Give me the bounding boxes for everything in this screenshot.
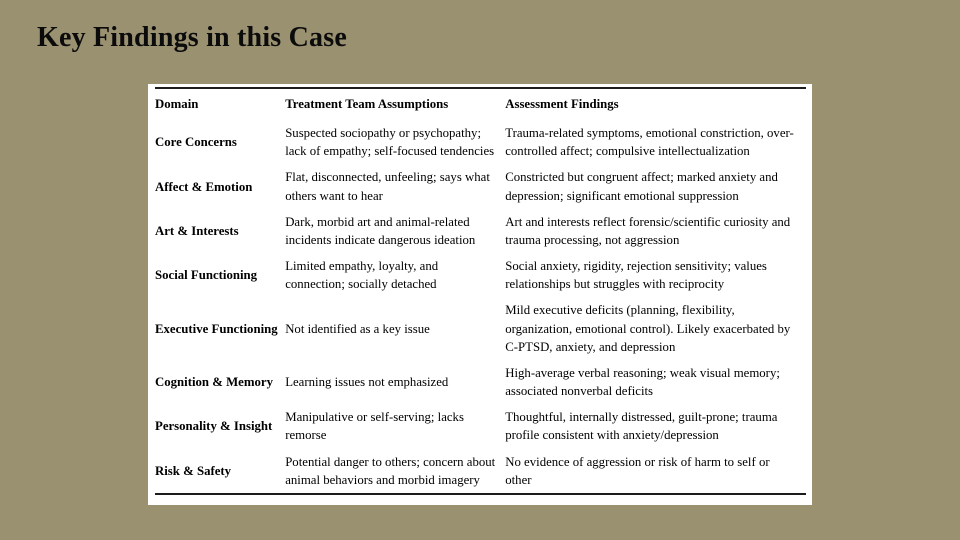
findings-cell: Constricted but congruent affect; marked anxiety and depression; significant emotional suppression	[505, 170, 778, 203]
findings-cell: High-average verbal reasoning; weak visual memory; associated nonverbal deficits	[505, 365, 780, 399]
table-card	[148, 84, 812, 505]
findings-table	[155, 87, 806, 495]
table-row	[155, 404, 806, 448]
findings-cell: Trauma-related symptoms, emotional constriction, over-controlled affect; compulsive intellectualization	[505, 126, 794, 159]
assumptions-cell: Learning issues not emphasized	[285, 374, 449, 389]
domain-cell: Core Concerns	[155, 135, 237, 150]
assumptions-cell: Limited empathy, loyalty, and connection; socially detached	[285, 259, 439, 292]
table-row	[155, 253, 806, 297]
domain-cell: Executive Functioning	[155, 321, 278, 336]
assumptions-cell: Dark, morbid art and animal-related incidents indicate dangerous ideation	[285, 214, 476, 247]
table-row	[155, 449, 806, 494]
assumptions-cell: Suspected sociopathy or psychopathy; lack of empathy; self-focused tendencies	[285, 126, 495, 159]
assumptions-cell: Flat, disconnected, unfeeling; says what others want to hear	[285, 170, 490, 203]
column-header-findings: Assessment Findings	[505, 97, 619, 111]
findings-cell: Art and interests reflect forensic/scientific curiosity and trauma processing, not aggression	[505, 214, 791, 247]
table-header-row	[155, 88, 806, 120]
column-header-domain: Domain	[155, 97, 199, 111]
column-header-assumptions: Treatment Team Assumptions	[285, 97, 449, 111]
domain-cell: Affect & Emotion	[155, 179, 253, 194]
findings-cell: Social anxiety, rigidity, rejection sensitivity; values relationships but struggles with reciprocity	[505, 259, 767, 292]
assumptions-cell: Potential danger to others; concern about animal behaviors and morbid imagery	[285, 454, 496, 487]
table-row	[155, 164, 806, 208]
domain-cell: Cognition & Memory	[155, 374, 273, 389]
table-row	[155, 297, 806, 359]
domain-cell: Social Functioning	[155, 268, 258, 283]
page-title: Key Findings in this Case	[37, 22, 347, 53]
findings-cell: Thoughtful, internally distressed, guilt-prone; trauma profile consistent with anxiety/depression	[505, 410, 778, 443]
assumptions-cell: Manipulative or self-serving; lacks remorse	[285, 410, 464, 443]
assumptions-cell: Not identified as a key issue	[285, 321, 430, 336]
table-row	[155, 360, 806, 404]
domain-cell: Risk & Safety	[155, 463, 232, 478]
findings-cell: Mild executive deficits (planning, flexibility, organization, emotional control). Likely exacerbated by C-PTSD, anxiety, and depression	[505, 303, 791, 354]
table-row	[155, 209, 806, 253]
domain-cell: Personality & Insight	[155, 419, 273, 434]
table-row	[155, 120, 806, 164]
findings-cell: No evidence of aggression or risk of harm to self or other	[505, 454, 770, 487]
domain-cell: Art & Interests	[155, 223, 239, 238]
